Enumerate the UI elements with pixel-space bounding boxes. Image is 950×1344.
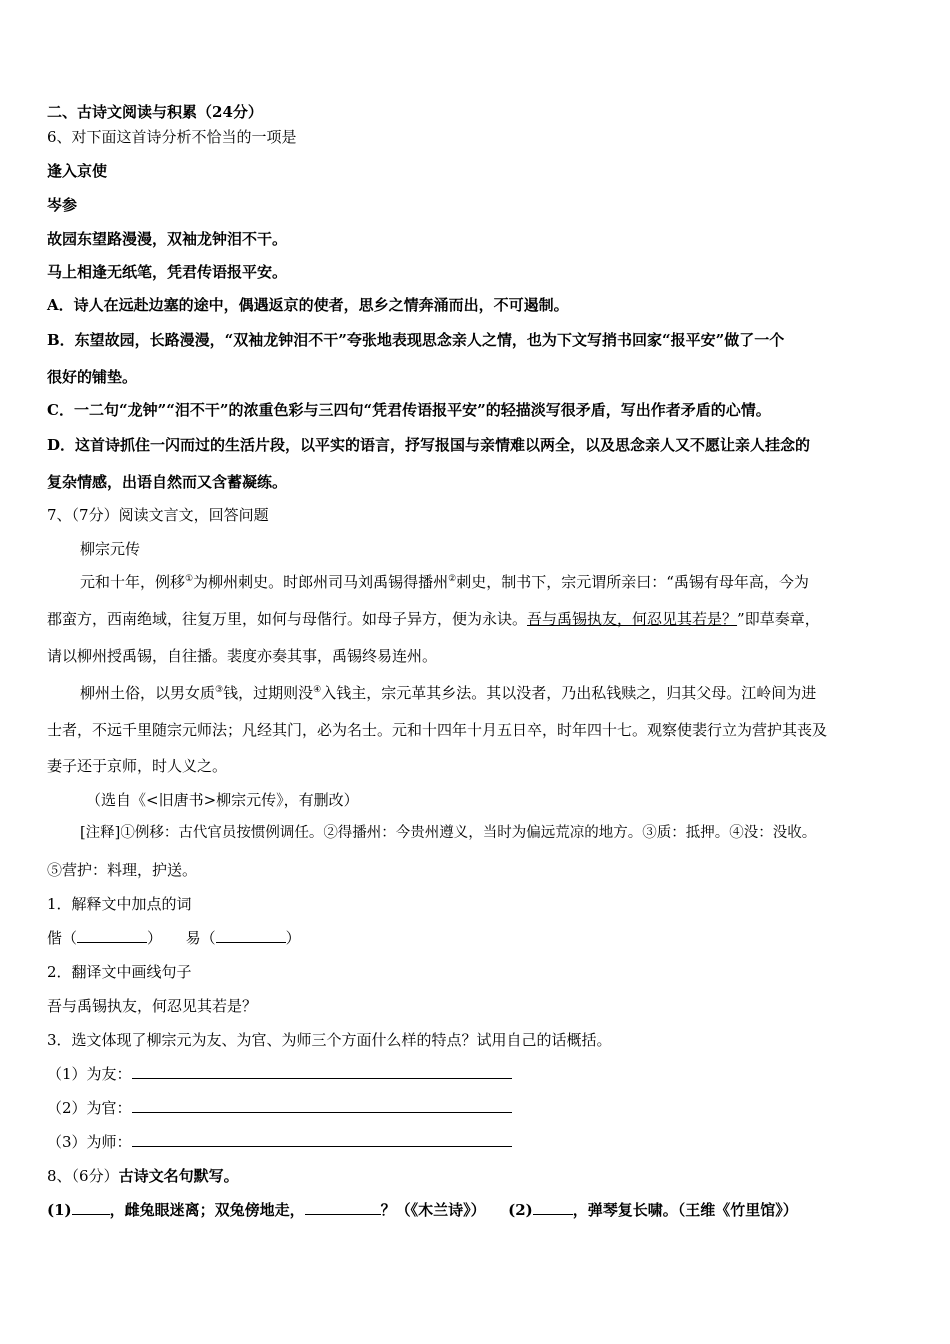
- q6-option-d-line1: D．这首诗抓住一闪而过的生活片段，以平实的语言，抒写报国与亲情难以两全，以及思念亲人又不愿让亲人挂念的: [47, 436, 811, 454]
- q6-option-b-line1: B．东望故园，长路漫漫，“双袖龙钟泪不干”夸张地表现思念亲人之情，也为下文写捎书回家“报平安”做了一个: [47, 331, 785, 349]
- note-marker: ②: [448, 574, 457, 584]
- poem-title: 逢入京使: [47, 162, 108, 180]
- passage-title: 柳宗元传: [80, 540, 141, 558]
- q6-option-b-line2: 很好的铺垫。: [47, 368, 138, 386]
- note-marker: ④: [313, 685, 322, 695]
- answer-line-teacher[interactable]: [132, 1132, 512, 1147]
- fill-blank-1b[interactable]: [305, 1200, 381, 1215]
- q7-sub3-friend: （1）为友：: [47, 1064, 512, 1084]
- passage-p1-line1: 元和十年，例移①为柳州刺史。时郎州司马刘禹锡得播州②刺史，制书下，宗元谓所亲曰：“禹锡有母年高，今为: [80, 573, 809, 591]
- answer-line-friend[interactable]: [132, 1064, 512, 1079]
- q7-sub3-official: （2）为官：: [47, 1098, 512, 1118]
- section-title: 二、古诗文阅读与积累（24分）: [47, 103, 263, 121]
- fill-blank-2[interactable]: [533, 1200, 573, 1215]
- note-marker: ①: [185, 574, 194, 584]
- passage-notes-line1: [注释]①例移：古代官员按惯例调任。②得播州：今贵州遵义，当时为偏远荒凉的地方。③质：抵押。④没：没收。: [80, 825, 817, 841]
- answer-blank-1[interactable]: [77, 928, 147, 943]
- poem-line-2: 马上相逢无纸笔，凭君传语报平安。: [47, 263, 288, 281]
- answer-line-official[interactable]: [132, 1098, 512, 1113]
- q7-sub1-blanks: 偕（ ） 易（ ）: [47, 929, 301, 947]
- passage-notes-line2: ⑤营护：料理，护送。: [47, 861, 198, 879]
- q8-items: (1) ，雌兔眼迷离；双兔傍地走， ？（《木兰诗》） (2) ，弹琴复长啸。（王维《竹里馆》）: [47, 1201, 798, 1219]
- passage-source: （选自《<旧唐书>柳宗元传》，有删改）: [86, 791, 359, 809]
- underlined-sentence: 吾与禹锡执友，何忍见其若是？: [527, 610, 738, 628]
- q7-sub2: 2．翻译文中画线句子: [47, 963, 192, 981]
- passage-p1-line3: 请以柳州授禹锡，自往播。裴度亦奏其事，禹锡终易连州。: [47, 647, 438, 665]
- q7-sub1: 1．解释文中加点的词: [47, 895, 192, 913]
- q6-option-a: A．诗人在远赴边塞的途中，偶遇返京的使者，思乡之情奔涌而出，不可遏制。: [47, 296, 569, 314]
- q6-option-d-line2: 复杂情感，出语自然而又含蓄凝练。: [47, 473, 288, 491]
- poem-author: 岑参: [47, 196, 78, 214]
- passage-p2-line1: 柳州土俗，以男女质③钱，过期则没④入钱主，宗元革其乡法。其以没者，乃出私钱赎之，归其父母。江岭间为进: [80, 684, 817, 702]
- q7-sub2-sentence: 吾与禹锡执友，何忍见其若是？: [47, 997, 258, 1015]
- passage-p1-line2: 郡蛮方，西南绝域，往复万里，如何与母偕行。如母子异方，便为永诀。吾与禹锡执友，何忍见其若是？”即草奏章，: [47, 610, 820, 628]
- passage-p2-line3: 妻子还于京师，时人义之。: [47, 757, 228, 775]
- q7-sub3: 3．选文体现了柳宗元为友、为官、为师三个方面什么样的特点？试用自己的话概括。: [47, 1031, 612, 1049]
- answer-blank-2[interactable]: [216, 928, 286, 943]
- passage-p2-line2: 士者，不远千里随宗元师法；凡经其门，必为名士。元和十四年十月五日卒，时年四十七。观察使裴行立为营护其丧及: [47, 721, 828, 739]
- fill-blank-1a[interactable]: [72, 1200, 110, 1215]
- q6-option-c: C．一二句“龙钟”“泪不干”的浓重色彩与三四句“凭君传语报平安”的轻描淡写很矛盾，写出作者矛盾的心情。: [47, 401, 771, 419]
- q6-stem: 6、对下面这首诗分析不恰当的一项是: [47, 128, 297, 146]
- note-marker: ③: [215, 685, 224, 695]
- poem-line-1: 故园东望路漫漫，双袖龙钟泪不干。: [47, 230, 288, 248]
- q7-sub3-teacher: （3）为师：: [47, 1132, 512, 1152]
- q7-stem: 7、（7分）阅读文言文，回答问题: [47, 506, 269, 524]
- q8-stem: 8、（6分）古诗文名句默写。: [47, 1167, 239, 1185]
